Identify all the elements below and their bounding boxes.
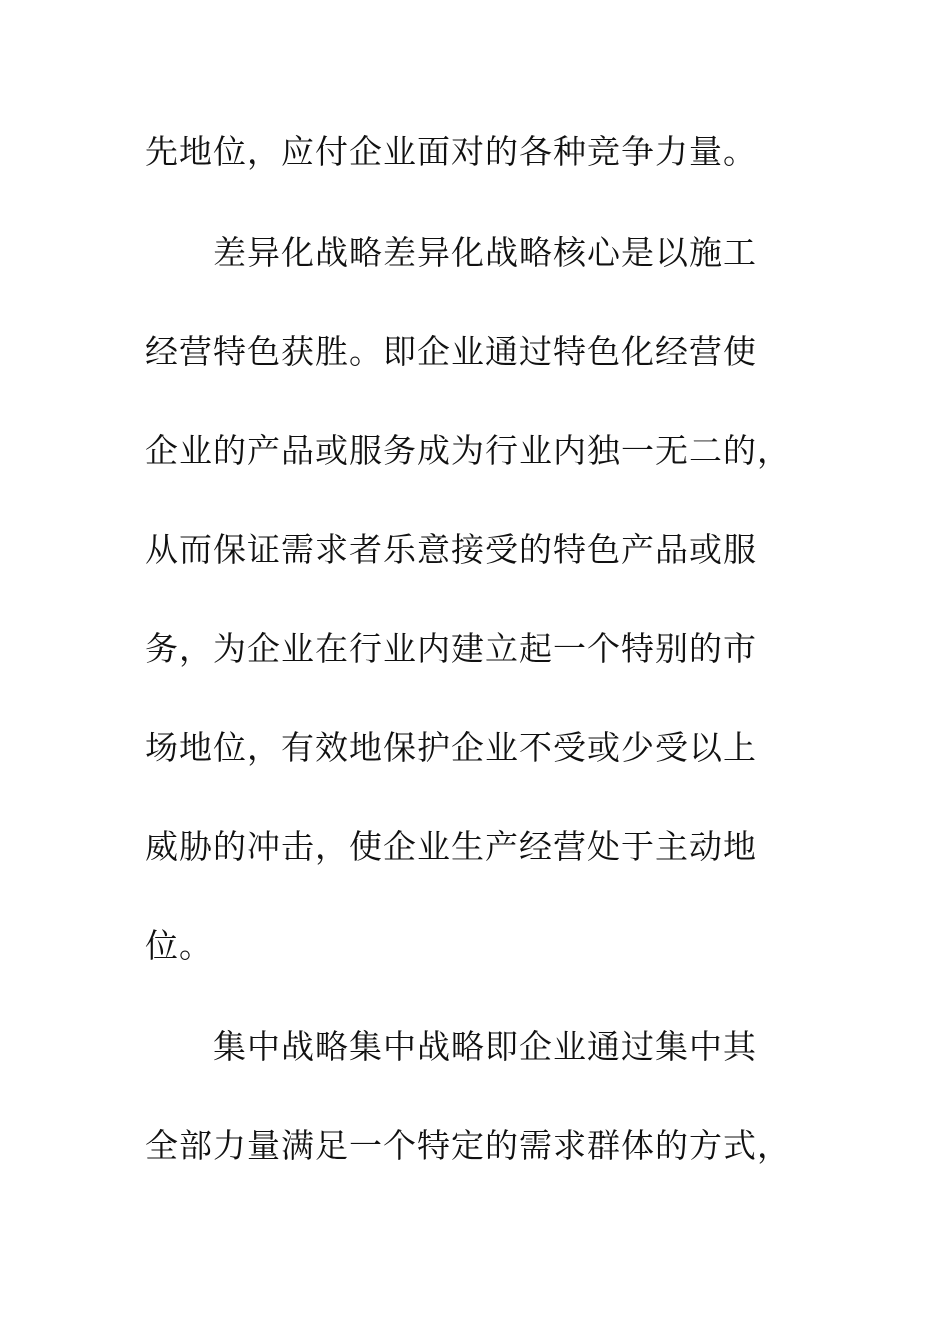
text-line: 威胁的冲击，使企业生产经营处于主动地 [145, 827, 757, 866]
text-line: 先地位，应付企业面对的各种竞争力量。 [145, 132, 757, 171]
text-line: 经营特色获胜。即企业通过特色化经营使 [145, 332, 757, 371]
paragraph-start-line: 集中战略集中战略即企业通过集中其 [213, 1027, 757, 1066]
text-line: 从而保证需求者乐意接受的特色产品或服 [145, 530, 757, 569]
text-line: 全部力量满足一个特定的需求群体的方式， [145, 1126, 791, 1165]
text-line: 务，为企业在行业内建立起一个特别的市 [145, 629, 757, 668]
text-line: 场地位，有效地保护企业不受或少受以上 [145, 728, 757, 767]
text-line: 位。 [145, 926, 213, 965]
text-line: 企业的产品或服务成为行业内独一无二的， [145, 431, 791, 470]
paragraph-start-line: 差异化战略差异化战略核心是以施工 [213, 233, 757, 272]
